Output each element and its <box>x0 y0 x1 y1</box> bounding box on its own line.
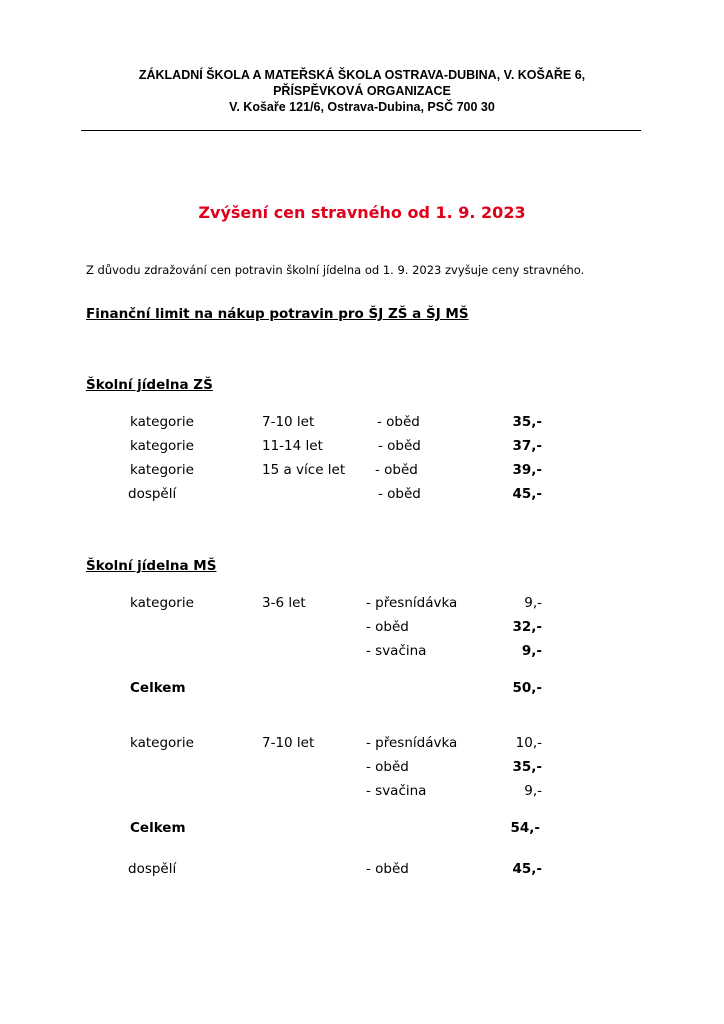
item-meal: - přesnídávka <box>366 595 458 611</box>
row-age: 15 a více let <box>262 462 346 478</box>
adults-label: dospělí <box>128 861 177 877</box>
total-label: Celkem <box>130 680 186 696</box>
item-price: 32,- <box>512 619 542 635</box>
item-price: 9,- <box>524 783 542 799</box>
limit-heading: Finanční limit na nákup potravin pro ŠJ ZŠ a ŠJ MŠ <box>86 306 469 322</box>
row-label: kategorie <box>130 462 194 478</box>
total-label: Celkem <box>130 820 186 836</box>
item-meal: - přesnídávka <box>366 735 458 751</box>
row-price: 35,- <box>512 414 542 430</box>
page-title: Zvýšení cen stravného od 1. 9. 2023 <box>198 203 526 222</box>
adults-price: 45,- <box>512 861 542 877</box>
total-price: 54,- <box>510 820 540 836</box>
group-label: kategorie <box>130 595 194 611</box>
row-age: 7-10 let <box>262 414 315 430</box>
row-meal: - oběd <box>377 414 420 430</box>
row-price: 37,- <box>512 438 542 454</box>
item-price: 9,- <box>521 643 542 659</box>
item-price: 35,- <box>512 759 542 775</box>
row-age: 11-14 let <box>262 438 323 454</box>
item-meal: - oběd <box>366 759 409 775</box>
row-label: kategorie <box>130 438 194 454</box>
group-label: kategorie <box>130 735 194 751</box>
intro-paragraph: Z důvodu zdražování cen potravin školní jídelna od 1. 9. 2023 zvyšuje ceny stravného. <box>86 263 585 277</box>
header-line-2: PŘÍSPĚVKOVÁ ORGANIZACE <box>273 84 451 98</box>
row-meal: - oběd <box>378 438 421 454</box>
adults-meal: - oběd <box>366 861 409 877</box>
group-age: 7-10 let <box>262 735 315 751</box>
header-divider <box>81 130 641 131</box>
header-line-3: V. Košaře 121/6, Ostrava-Dubina, PSČ 700 30 <box>229 100 495 114</box>
item-meal: - oběd <box>366 619 409 635</box>
item-meal: - svačina <box>366 643 427 659</box>
row-label: kategorie <box>130 414 194 430</box>
item-price: 9,- <box>524 595 542 611</box>
zs-heading: Školní jídelna ZŠ <box>86 377 213 393</box>
row-price: 45,- <box>512 486 542 502</box>
row-meal: - oběd <box>378 486 421 502</box>
row-meal: - oběd <box>375 462 418 478</box>
row-label: dospělí <box>128 486 177 502</box>
row-price: 39,- <box>512 462 542 478</box>
item-price: 10,- <box>515 735 542 751</box>
header-line-1: ZÁKLADNÍ ŠKOLA A MATEŘSKÁ ŠKOLA OSTRAVA-DUBINA, V. KOŠAŘE 6, <box>138 68 586 82</box>
ms-heading: Školní jídelna MŠ <box>86 558 217 574</box>
item-meal: - svačina <box>366 783 427 799</box>
total-price: 50,- <box>512 680 542 696</box>
group-age: 3-6 let <box>262 595 306 611</box>
